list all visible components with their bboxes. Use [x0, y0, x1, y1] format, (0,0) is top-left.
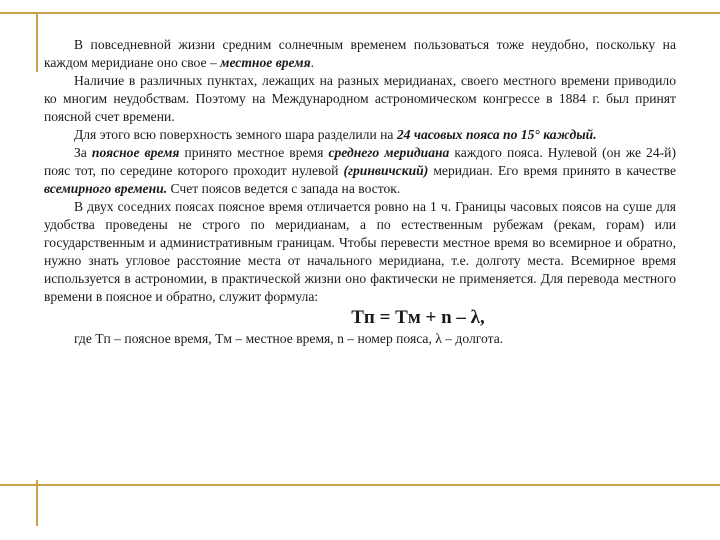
paragraph-text: За	[74, 145, 92, 160]
paragraph-text: Наличие в различных пунктах, лежащих на разных меридианах, своего местного времени приводило ко многим неудобствам. Поэтому на Международном астрономическом конгрессе в 1884 г. был принят поясной счет времени.	[44, 73, 676, 124]
emphasis-text: 24 часовых пояса по 15° каждый.	[396, 127, 597, 142]
formula-legend: где Tп – поясное время, Tм – местное время, n – номер пояса, λ – долгота.	[74, 331, 504, 346]
paragraph-text: принято местное время	[179, 145, 329, 160]
bottom-rule	[0, 484, 720, 486]
paragraph-text: .	[310, 55, 314, 70]
paragraph-text: каждого пояса. Нулевой (он же 24-й) пояс тот, по середине которого проходит нулевой	[44, 145, 676, 178]
formula: Tп = Tм + n – λ,	[351, 307, 485, 328]
paragraph	[44, 144, 676, 198]
paragraph-text: В двух соседних поясах поясное время отличается ровно на 1 ч. Границы часовых поясов на суше для удобства проведены не строго по меридианам, а по естественным рубежам (рекам, горам) или государственным и административным границам. Чтобы перевести местное время во всемирное и обратно, нужно знать угловое расстояние места от начального меридиана, т.е. долготу места. Всемирное время используется в астрономии, в практической жизни оно фактически не применяется. Для перевода местного времени в поясное и обратно, служит формула:	[44, 199, 676, 304]
document-body	[44, 36, 676, 348]
paragraph-text: Для этого всю поверхность земного шара разделили на	[74, 127, 397, 142]
left-accent-line-bottom	[36, 480, 38, 526]
emphasis-text: всемирного времени.	[44, 181, 168, 196]
left-accent-line-top	[36, 12, 38, 72]
emphasis-text: среднего меридиана	[328, 145, 450, 160]
emphasis-text: поясное время	[91, 145, 180, 160]
emphasis-text: (гринвичский)	[343, 163, 429, 178]
emphasis-text: местное время	[220, 55, 311, 70]
paragraphs	[44, 36, 676, 306]
top-rule	[0, 12, 720, 14]
paragraph	[44, 198, 676, 306]
paragraph-text: Счет поясов ведется с запада на восток.	[167, 181, 401, 196]
paragraph-text: В повседневной жизни средним солнечным временем пользоваться тоже неудобно, поскольку на каждом меридиане оно свое –	[44, 37, 676, 70]
paragraph	[44, 72, 676, 126]
paragraph-text: меридиан. Его время принято в качестве	[428, 163, 676, 178]
paragraph	[44, 36, 676, 72]
paragraph	[44, 126, 676, 144]
